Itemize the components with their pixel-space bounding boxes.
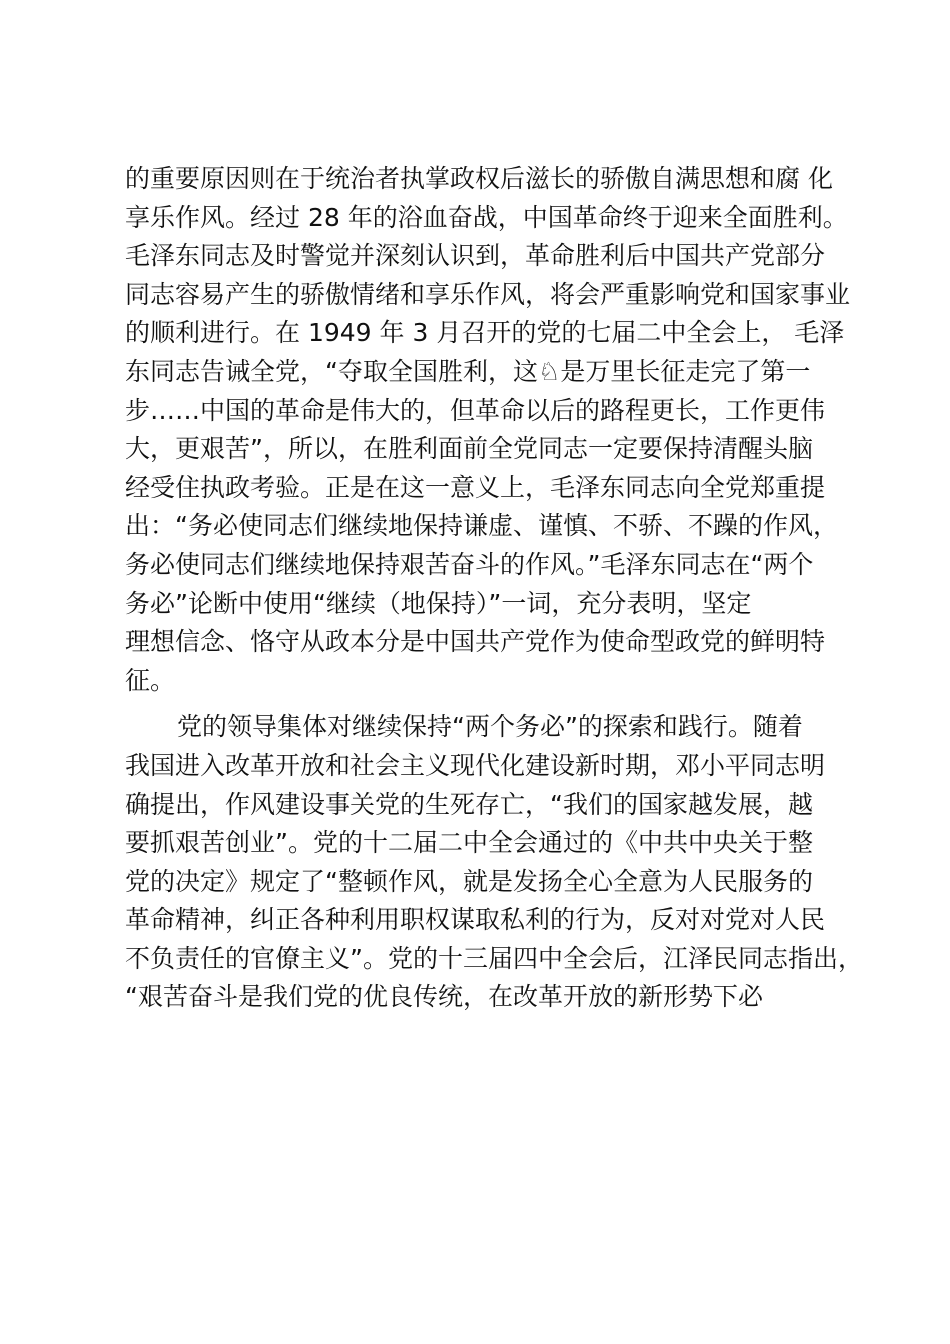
text-line: 步……中国的革命是伟大的，但革命以后的路程更长，工作更伟 bbox=[125, 395, 826, 425]
text-line: 理想信念、恪守从政本分是中国共产党作为使命型政党的鲜明特 bbox=[125, 627, 826, 657]
text-line: 大，更艰苦”，所以，在胜利面前全党同志一定要保持清醒头脑 bbox=[125, 434, 813, 464]
text-line: 经受住执政考验。正是在这一意义上，毛泽东同志向全党郑重提 bbox=[125, 472, 826, 502]
text-line: 确提出，作风建设事关党的生死存亡，“我们的国家越发展，越 bbox=[125, 789, 813, 819]
text-line: 务必使同志们继续地保持艰苦奋斗的作风。”毛泽东同志在“两个 bbox=[125, 549, 814, 579]
text-line: 毛泽东同志及时警觉并深刻认识到，革命胜利后中国共产党部分 bbox=[125, 241, 826, 271]
paragraph-spacer bbox=[125, 700, 845, 708]
text-line: 革命精神，纠正各种利用职权谋取私利的行为，反对对党对人民 bbox=[125, 905, 826, 935]
text-line: 出：“务必使同志们继续地保持谦虚、谨慎、不骄、不躁的作风， bbox=[125, 511, 838, 541]
text-line: 不负责任的官僚主义”。党的十三届四中全会后，江泽民同志指出， bbox=[125, 943, 863, 973]
paragraph-2 bbox=[125, 708, 863, 1017]
text-line: 享乐作风。经过 28 年的浴血奋战，中国革命终于迎来全面胜利。 bbox=[125, 202, 848, 232]
text-line: 东同志告诫全党，“夺取全国胜利，这♘是万里长征走完了第一 bbox=[125, 356, 811, 386]
body-text bbox=[125, 160, 863, 1017]
text-line: 征。 bbox=[125, 665, 176, 695]
text-line: 的顺利进行。在 1949 年 3 月召开的党的七届二中全会上， 毛泽 bbox=[125, 318, 845, 348]
text-line: 同志容易产生的骄傲情绪和享乐作风，将会严重影响党和国家事业 bbox=[125, 279, 851, 309]
text-line: 要抓艰苦创业”。党的十二届二中全会通过的《中共中央关于整 bbox=[125, 828, 813, 858]
text-line: 的重要原因则在于统治者执掌政权后滋长的骄傲自满思想和腐 化 bbox=[125, 164, 833, 193]
paragraph-1 bbox=[125, 160, 851, 700]
text-line: 党的决定》规定了“整顿作风，就是发扬全心全意为人民服务的 bbox=[125, 866, 813, 896]
text-line-indented: 党的领导集体对继续保持“两个务必”的探索和践行。随着 bbox=[177, 712, 803, 742]
text-line: 我国进入改革开放和社会主义现代化建设新时期，邓小平同志明 bbox=[125, 750, 826, 780]
text-line: 务必”论断中使用“继续（地保持）”一词，充分表明，坚定 bbox=[125, 588, 752, 618]
text-line: “艰苦奋斗是我们党的优良传统，在改革开放的新形势下必 bbox=[125, 982, 763, 1012]
